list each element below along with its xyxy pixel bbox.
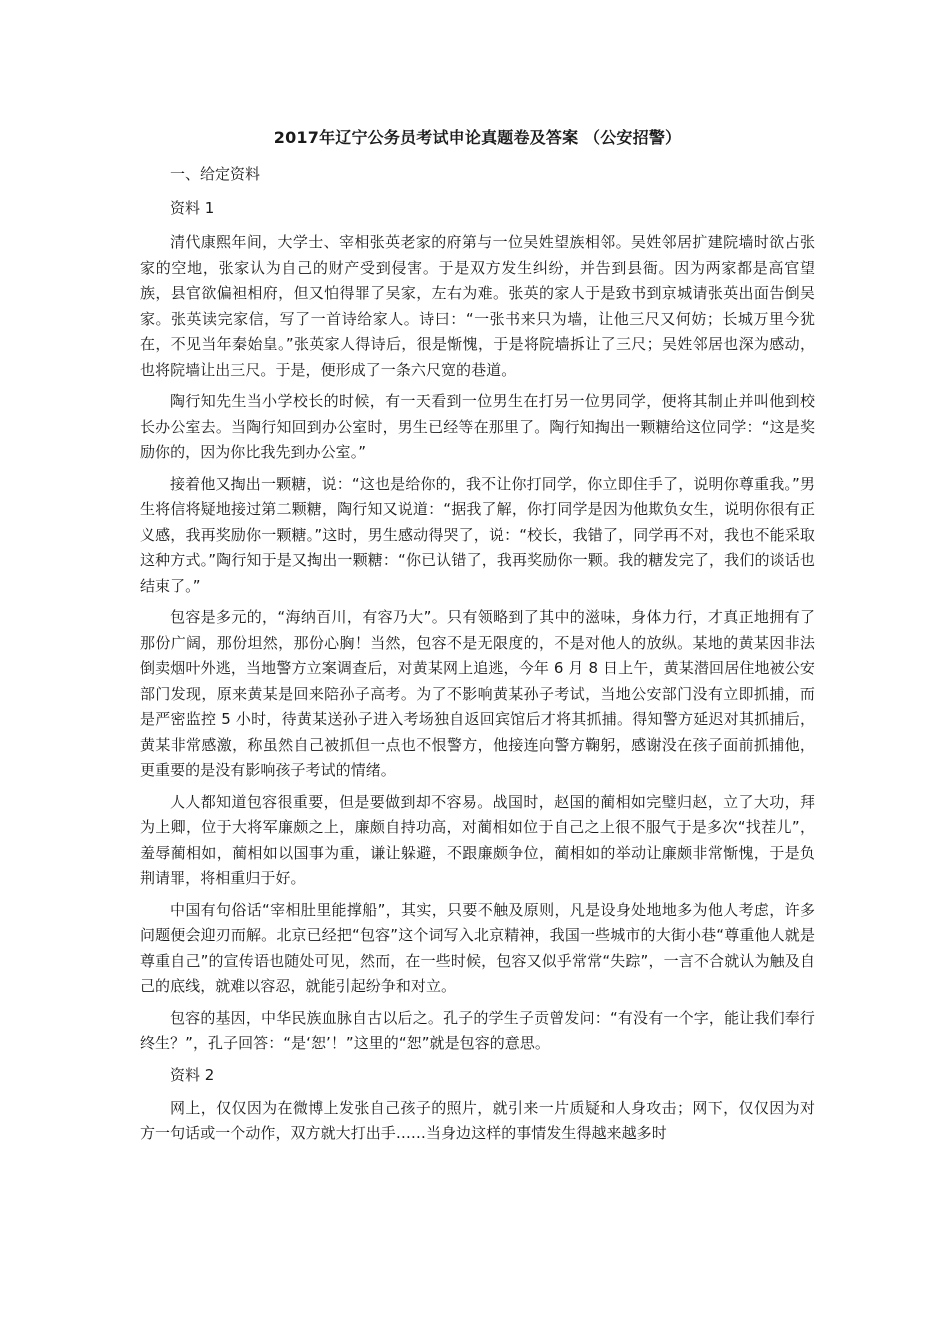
material-1-paragraph-5: 人人都知道包容很重要，但是要做到却不容易。战国时，赵国的蔺相如完璧归赵，立了大功，拜为上卿，位于大将军廉颇之上，廉颇自持功高，对蔺相如位于自己之上很不服气于是多次“找茬儿”，羞辱蔺相如，蔺相如以国事为重，谦让躲避，不跟廉颇争位，蔺相如的举动让廉颇非常惭愧，于是负荆请罪，将相重归于好。 xyxy=(140,792,815,887)
section-heading: 一、给定资料 xyxy=(170,165,261,183)
document-title: 2017年辽宁公务员考试申论真题卷及答案 （公安招警） xyxy=(273,128,682,147)
material-1-paragraph-1: 清代康熙年间，大学士、宰相张英老家的府第与一位吴姓望族相邻。吴姓邻居扩建院墙时欲占张家的空地，张家认为自己的财产受到侵害。于是双方发生纠纷，并告到县衙。因为两家都是高官望族，县官欲偏袒相府，但又怕得罪了吴家，左右为难。张英的家人于是致书到京城请张英出面告倒吴家。张英读完家信，写了一首诗给家人。诗曰：“一张书来只为墙，让他三尺又何妨；长城万里今犹在，不见当年秦始皇。”张英家人得诗后，很是惭愧，于是将院墙拆让了三尺；吴姓邻居也深为感动，也将院墙让出三尺。于是，便形成了一条六尺宽的巷道。 xyxy=(140,233,815,379)
material-1-paragraph-7: 包容的基因，中华民族血脉自古以后之。孔子的学生子贡曾发问：“有没有一个字，能让我们奉行终生？”，孔子回答：“是‘恕’！”这里的“恕”就是包容的意思。 xyxy=(140,1008,815,1052)
material-1-paragraph-4: 包容是多元的，“海纳百川，有容乃大”。只有领略到了其中的滋味，身体力行，才真正地拥有了那份广阔，那份坦然，那份心胸！当然，包容不是无限度的，不是对他人的放纵。某地的黄某因非法倒卖烟叶外逃，当地警方立案调查后，对黄某网上追逃，今年 6 月 8 日上午，黄某潜回居住地被公安部门发现，原来黄某是回来陪孙子高考。为了不影响黄某孙子考试，当地公安部门没有立即抓捕，而是严密监控 5 小时，待黄某送孙子进入考场独自返回宾馆后才将其抓捕。得知警方延迟对其抓捕后，黄某非常感激，称虽然自己被抓但一点也不恨警方，他接连向警方鞠躬，感谢没在孩子面前抓捕他，更重要的是没有影响孩子考试的情绪。 xyxy=(140,608,815,779)
material-1-label: 资料 1 xyxy=(170,199,215,217)
material-1-paragraph-6: 中国有句俗话“宰相肚里能撑船”，其实，只要不触及原则，凡是设身处地地多为他人考虑，许多问题便会迎刃而解。北京已经把“包容”这个词写入北京精神，我国一些城市的大街小巷“尊重他人就是尊重自己”的宣传语也随处可见，然而，在一些时候，包容又似乎常常“失踪”，一言不合就认为触及自己的底线，就难以容忍，就能引起纷争和对立。 xyxy=(140,900,815,995)
material-2-paragraph-1: 网上，仅仅因为在微博上发张自己孩子的照片，就引来一片质疑和人身攻击；网下，仅仅因为对方一句话或一个动作，双方就大打出手……当身边这样的事情发生得越来越多时 xyxy=(140,1098,815,1142)
material-1-paragraph-3: 接着他又掏出一颗糖，说：“这也是给你的，我不让你打同学，你立即住手了，说明你尊重我。”男生将信将疑地接过第二颗糖，陶行知又说道：“据我了解，你打同学是因为他欺负女生，说明你很有正义感，我再奖励你一颗糖。”这时，男生感动得哭了，说：“校长，我错了，同学再不对，我也不能采取这种方式。”陶行知于是又掏出一颗糖：“你已认错了，我再奖励你一颗。我的糖发完了，我们的谈话也结束了。” xyxy=(140,474,815,595)
material-2-label: 资料 2 xyxy=(170,1065,215,1084)
material-1-paragraph-2: 陶行知先生当小学校长的时候，有一天看到一位男生在打另一位男同学，便将其制止并叫他到校长办公室去。当陶行知回到办公室时，男生已经等在那里了。陶行知掏出一颗糖给这位同学：“这是奖励你的，因为你比我先到办公室。” xyxy=(140,392,815,461)
